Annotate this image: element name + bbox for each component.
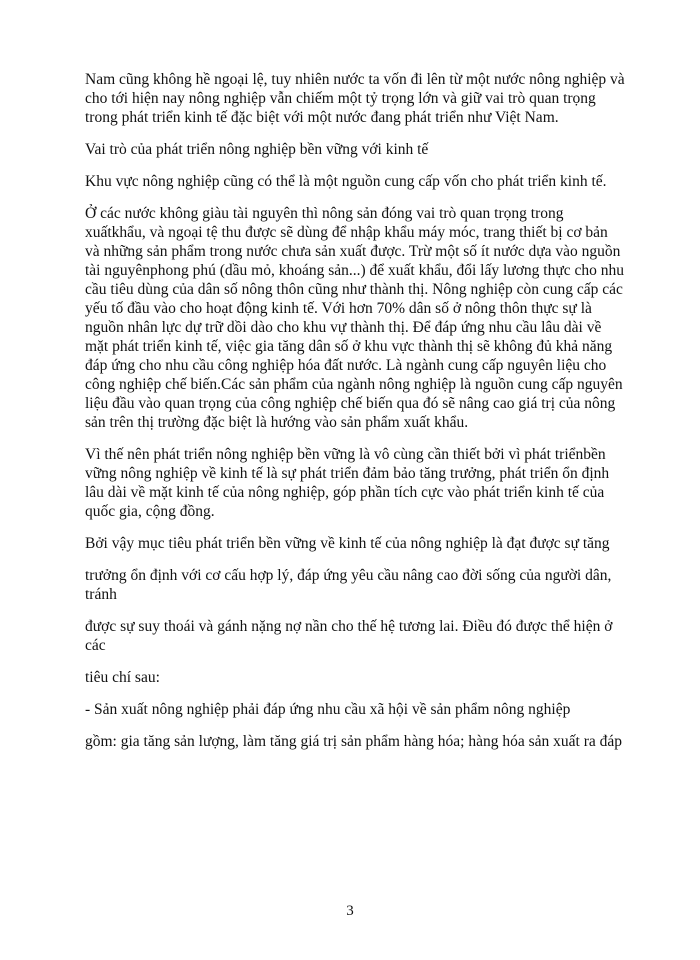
paragraph-6: Bởi vậy mục tiêu phát triển bền vững về kinh tế của nông nghiệp là đạt được sự tăng	[85, 535, 610, 552]
page-number: 3	[346, 903, 354, 919]
document-body	[85, 70, 625, 764]
paragraph-8: được sự suy thoái và gánh nặng nợ nần cho thế hệ tương lai. Điều đó được thể hiện ở các	[85, 618, 613, 654]
paragraph-7: trưởng ổn định với cơ cấu hợp lý, đáp ứng yêu cầu nâng cao đời sống của người dân, tránh	[85, 567, 612, 603]
paragraph-4: Ở các nước không giàu tài nguyên thì nông sản đóng vai trò quan trọng trong xuấtkhẩu, và ngoại tệ thu được sẽ dùng để nhập khẩu máy móc, trang thiết bị cơ bản và những sản phẩm trong nước chưa sản xuất được. Trừ một số ít nước dựa vào nguồn tài nguyênphong phú (dầu mỏ, khoáng sản...) để xuất khẩu, đổi lấy lương thực cho nhu cầu tiêu dùng của dân số nông thôn cũng như thành thị. Nông nghiệp còn cung cấp các yếu tố đầu vào cho hoạt động kinh tế. Với hơn 70% dân số ở nông thôn thực sự là nguồn nhân lực dự trữ dồi dào cho khu vự thành thị. Để đáp ứng nhu cầu lâu dài về mặt phát triển kinh tế, việc gia tăng dân số ở khu vực thành thị sẽ không đủ khả năng đáp ứng cho nhu cầu công nghiệp hóa đất nước. Là ngành cung cấp nguyên liệu cho công nghiệp chế biến.Các sản phẩm của ngành nông nghiệp là nguồn cung cấp nguyên liệu đầu vào quan trọng của công nghiệp chế biến qua đó sẽ nâng cao giá trị của nông sản trên thị trường đặc biệt là hướng vào sản phẩm xuất khẩu.	[85, 205, 624, 431]
paragraph-2: Vai trò của phát triển nông nghiệp bền vững với kinh tế	[85, 141, 429, 158]
paragraph-9: tiêu chí sau:	[85, 669, 160, 686]
paragraph-3: Khu vực nông nghiệp cũng có thể là một nguồn cung cấp vốn cho phát triển kinh tế.	[85, 173, 607, 190]
paragraph-5: Vì thế nên phát triển nông nghiệp bền vững là vô cùng cần thiết bởi vì phát triểnbền vững nông nghiệp về kinh tế là sự phát triển đảm bảo tăng trưởng, phát triển ổn định lâu dài về mặt kinh tế của nông nghiệp, góp phần tích cực vào phát triển kinh tế của quốc gia, cộng đồng.	[85, 446, 610, 520]
paragraph-11: gồm: gia tăng sản lượng, làm tăng giá trị sản phẩm hàng hóa; hàng hóa sản xuất ra đáp	[85, 733, 623, 750]
paragraph-10: - Sản xuất nông nghiệp phải đáp ứng nhu cầu xã hội về sản phẩm nông nghiệp	[85, 701, 571, 718]
paragraph-1: Nam cũng không hề ngoại lệ, tuy nhiên nước ta vốn đi lên từ một nước nông nghiệp và cho tới hiện nay nông nghiệp vẫn chiếm một tỷ trọng lớn và giữ vai trò quan trọng trong phát triển kinh tế đặc biệt với một nước đang phát triển như Việt Nam.	[85, 71, 625, 126]
